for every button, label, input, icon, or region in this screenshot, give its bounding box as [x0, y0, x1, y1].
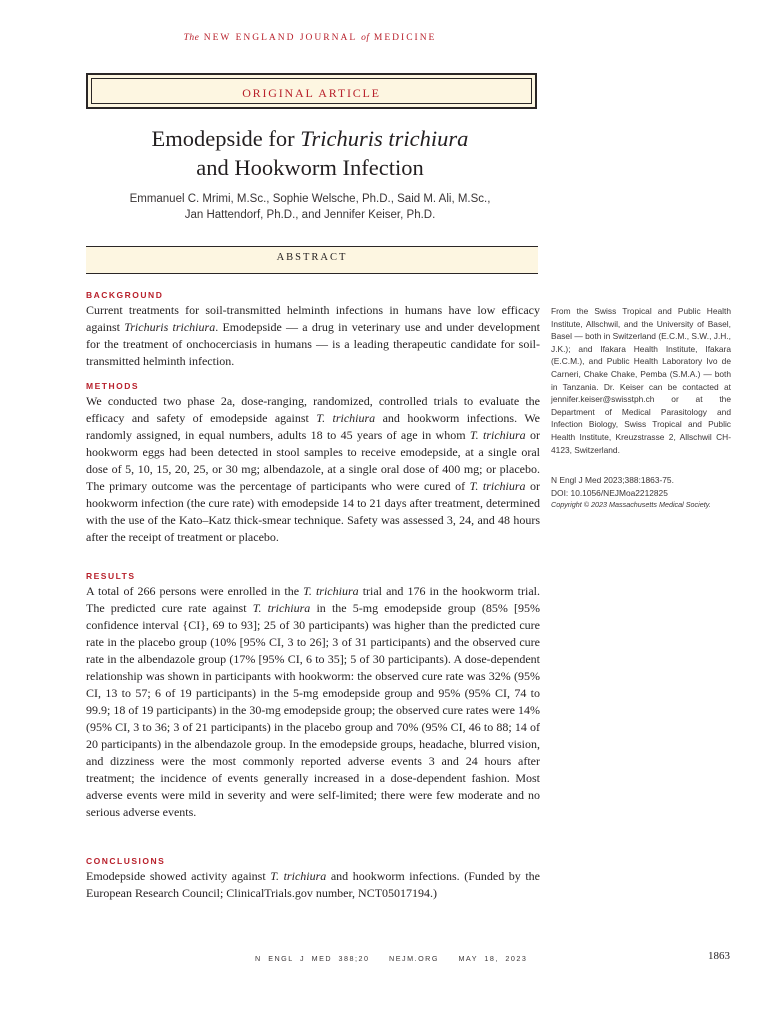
conclusions-text: [86, 868, 540, 902]
citation-block: [551, 474, 741, 512]
citation: N Engl J Med 2023;388:1863-75.: [551, 475, 674, 485]
results-t1: A total of 266 persons were enrolled in the: [86, 584, 304, 598]
methods-i1: T. trichiura: [316, 411, 376, 425]
conclusions-t1: Emodepside showed activity against: [86, 869, 271, 883]
affiliations-note: [551, 305, 731, 456]
methods-heading: METHODS: [86, 381, 139, 391]
background-t2: . Emodepside — a drug in veterinary use and under development for the treatment of onchocerciasis in humans — is a leading therapeutic candidate for soil-transmitted helminth infection.: [86, 320, 540, 368]
methods-text: [86, 393, 540, 546]
affiliations-text: From the Swiss Tropical and Public Health Institute, Allschwil, and the University of Basel, Basel — both in Switzerland (E.C.M., S.W., J.H., J.K.); and Ifakara Health Institute, Ifakara (E.C.M.), and Public Health Laboratory Ivo de Carneri, Chake Chake, Pemba (S.M.A.) — both in Tanzania. Dr. Keiser can be contacted at jennifer.keiser@swisstph.ch or at the Department of Medical Parasitology and Infection Biology, Swiss Tropical and Public Health Institute, Kreuzstrasse 2, Allschwil CH-4123, Switzerland.: [551, 306, 731, 455]
conclusions-i1: T. trichiura: [270, 869, 327, 883]
results-i2: T. trichiura: [252, 601, 311, 615]
title-part1: Emodepside for: [151, 126, 301, 151]
background-t1: Current treatments for soil-transmitted helminth infections in humans have low efficacy against: [86, 303, 540, 334]
article-title: [60, 124, 560, 182]
results-heading: RESULTS: [86, 571, 136, 581]
conclusions-t2: and hookworm infections. (Funded by the European Research Council; ClinicalTrials.gov number, NCT05017194.): [86, 869, 540, 900]
results-t2: trial and 176 in the hookworm trial. The predicted cure rate against: [86, 584, 540, 615]
authors-line2: Jan Hattendorf, Ph.D., and Jennifer Keiser, Ph.D.: [184, 209, 436, 221]
title-italic: Trichuris trichiura: [300, 126, 469, 151]
doi: DOI: 10.1056/NEJMoa2212825: [551, 487, 668, 498]
journal-name-b: MEDICINE: [373, 33, 437, 43]
conclusions-heading: CONCLUSIONS: [86, 856, 166, 866]
results-t3: in the 5-mg emodepside group (85% [95% confidence interval {CI}, 69 to 93]; 25 of 30 participants) was higher than the predicted cure rate in the placebo group (10% [95% CI, 3 to 26]; 3 of 31 participants) and the observed cure rate in the albendazole group (17% [95% CI, 6 to 35]; 5 of 30 participants). A dose-dependent relationship was shown in participants with hookworm: the observed cure rate was 32% (95% CI, 13 to 57; 6 of 19 participants) in the 5-mg emodepside group and 95% (95% CI, 74 to 99.9; 18 of 19 participants) in the 30-mg emodepside group; the observed cure rates were 14% (95% CI, 3 to 36; 3 of 21 participants) in the placebo group and 70% (95% CI, 46 to 88; 14 of 20 participants) in the albendazole group. In the emodepside groups, headache, blurred vision, and dizziness were the most commonly reported adverse events 3 and 24 hours after treatment; the incidence of events generally increased in a dose-dependent fashion. Most adverse events were mild in severity and were self-limited; there were few moderate and no serious adverse events.: [86, 601, 541, 819]
results-text: [86, 583, 540, 821]
methods-i2: T. trichiura: [469, 428, 526, 442]
journal-the: The: [183, 33, 200, 43]
methods-t1: We conducted two phase 2a, dose-ranging, randomized, controlled trials to evaluate the efficacy and safety of emodepside against: [86, 394, 540, 425]
methods-t3: or hookworm eggs had been detected in stool samples to receive emodepside, at a single oral dose of 5, 10, 15, 20, 25, or 30 mg; albendazole, at a single oral dose of 400 mg; or placebo. The primary outcome was the percentage of participants who were cured of: [86, 428, 540, 493]
background-text: [86, 302, 540, 370]
abstract-label: ABSTRACT: [276, 252, 348, 263]
methods-t2: and hookworm infections. We randomly assigned, in equal numbers, adults 18 to 45 years of age in whom: [86, 411, 541, 442]
methods-t4: or hookworm infection (the cure rate) with emodepside 14 to 21 days after treatment, determined with the use of the Kato–Katz thick-smear technique. Safety was assessed 3, 24, and 48 hours after the receipt of treatment or placebo.: [86, 479, 541, 544]
background-heading: BACKGROUND: [86, 290, 164, 300]
background-i1: Trichuris trichiura: [124, 320, 216, 334]
title-line2: and Hookworm Infection: [196, 155, 424, 180]
copyright: Copyright © 2023 Massachusetts Medical Society.: [551, 500, 711, 510]
authors-line1: Emmanuel C. Mrimi, M.Sc., Sophie Welsche, Ph.D., Said M. Ali, M.Sc.,: [129, 193, 491, 205]
journal-name-a: NEW ENGLAND JOURNAL: [203, 33, 357, 43]
author-list: [60, 191, 560, 223]
journal-header: [0, 33, 620, 43]
article-type-label: ORIGINAL ARTICLE: [242, 86, 381, 100]
journal-of: of: [361, 33, 370, 43]
methods-i3: T. trichiura: [469, 479, 526, 493]
page-number: 1863: [708, 950, 730, 962]
results-i1: T. trichiura: [303, 584, 359, 598]
page-footer: N ENGL J MED 388;20 NEJM.ORG MAY 18, 2023: [255, 954, 528, 963]
